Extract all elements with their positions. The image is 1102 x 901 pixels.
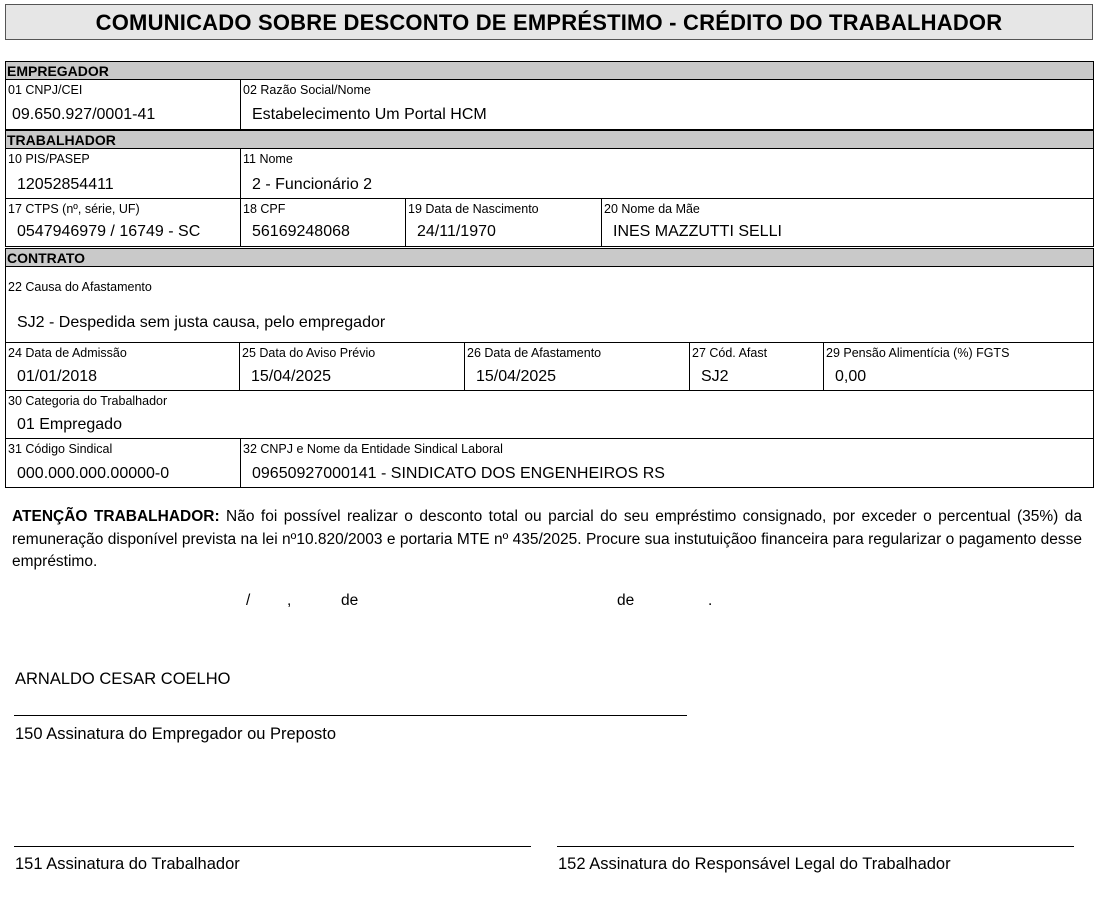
cell-entidade [240, 439, 1093, 487]
pis-label: 10 PIS/PASEP [8, 152, 90, 166]
cpf-label: 18 CPF [243, 202, 286, 216]
row-trabalhador-1 [5, 149, 1094, 199]
attention-heading: ATENÇÃO TRABALHADOR: [12, 508, 220, 525]
guardian-signature-label: 152 Assinatura do Responsável Legal do Trabalhador [558, 855, 951, 873]
cell-afastamento [464, 343, 689, 390]
cod-sindical-value: 000.000.000.00000-0 [17, 465, 170, 482]
row-datas [5, 343, 1094, 391]
date-dot: . [708, 592, 713, 609]
cell-cod-sindical [6, 439, 240, 487]
row-causa [5, 267, 1094, 343]
worker-signature-line [14, 846, 531, 847]
mae-value: INES MAZZUTTI SELLI [613, 223, 782, 240]
entidade-label: 32 CNPJ e Nome da Entidade Sindical Laboral [243, 442, 503, 456]
date-slash: / [246, 592, 251, 609]
afastamento-value: 15/04/2025 [476, 368, 557, 385]
date-de-1: de [341, 592, 359, 609]
worker-signature-label: 151 Assinatura do Trabalhador [15, 855, 240, 873]
attention-notice [12, 506, 1082, 574]
section-trabalhador: TRABALHADOR [5, 130, 1094, 149]
mae-label: 20 Nome da Mãe [604, 202, 700, 216]
causa-label: 22 Causa do Afastamento [8, 280, 152, 294]
razao-label: 02 Razão Social/Nome [243, 83, 371, 97]
section-empregador: EMPREGADOR [5, 61, 1094, 80]
aviso-label: 25 Data do Aviso Prévio [242, 346, 376, 360]
date-comma: , [287, 592, 292, 609]
ctps-value: 0547946979 / 16749 - SC [17, 223, 201, 240]
cell-ctps [6, 199, 240, 246]
row-trabalhador-2 [5, 199, 1094, 247]
pensao-label: 29 Pensão Alimentícia (%) FGTS [826, 346, 1010, 360]
pis-value: 12052854411 [17, 176, 114, 193]
cod-sindical-label: 31 Código Sindical [8, 442, 113, 456]
categoria-label: 30 Categoria do Trabalhador [8, 394, 168, 408]
cell-razao [240, 80, 1093, 129]
row-categoria [5, 391, 1094, 439]
guardian-signature-line [557, 846, 1074, 847]
cell-cod-afast [689, 343, 823, 390]
nome-value: 2 - Funcionário 2 [252, 176, 373, 193]
causa-value: SJ2 - Despedida sem justa causa, pelo empregador [17, 314, 386, 331]
cell-mae [601, 199, 1093, 246]
employer-signature-line [14, 715, 687, 716]
date-de-2: de [617, 592, 635, 609]
cell-cpf [240, 199, 405, 246]
categoria-value: 01 Empregado [17, 416, 122, 433]
section-contrato: CONTRATO [5, 248, 1094, 267]
cell-nome [240, 149, 1093, 198]
aviso-value: 15/04/2025 [251, 368, 332, 385]
cod-afast-value: SJ2 [701, 368, 729, 385]
document-title: COMUNICADO SOBRE DESCONTO DE EMPRÉSTIMO - CRÉDITO DO TRABALHADOR [5, 4, 1093, 40]
cell-pis [6, 149, 240, 198]
entidade-value: 09650927000141 - SINDICATO DOS ENGENHEIROS RS [252, 465, 665, 482]
cell-aviso [239, 343, 464, 390]
cnpj-label: 01 CNPJ/CEI [8, 83, 83, 97]
nascimento-value: 24/11/1970 [417, 223, 496, 240]
cell-categoria [6, 391, 1093, 438]
cell-admissao [6, 343, 239, 390]
admissao-value: 01/01/2018 [17, 368, 98, 385]
employer-signature-label: 150 Assinatura do Empregador ou Preposto [15, 725, 337, 743]
cod-afast-label: 27 Cód. Afast [692, 346, 768, 360]
cnpj-value: 09.650.927/0001-41 [12, 106, 156, 123]
row-empregador [5, 80, 1094, 130]
cpf-value: 56169248068 [252, 223, 350, 240]
pensao-value: 0,00 [835, 368, 867, 385]
cell-pensao [823, 343, 1093, 390]
ctps-label: 17 CTPS (nº, série, UF) [8, 202, 140, 216]
nome-label: 11 Nome [243, 152, 293, 166]
admissao-label: 24 Data de Admissão [8, 346, 127, 360]
attention-text: Não foi possível realizar o desconto total ou parcial do seu empréstimo consignado, por exceder o percentual (35%) da remuneração disponível prevista na lei nº10.820/2003 e portaria MTE nº 435/2025. Procure sua instutuiçãoo financeira para regularizar o pagamento desse empréstimo. [12, 508, 1082, 570]
employer-name: ARNALDO CESAR COELHO [15, 670, 231, 688]
cell-cnpj [6, 80, 240, 129]
afastamento-label: 26 Data de Afastamento [467, 346, 602, 360]
razao-value: Estabelecimento Um Portal HCM [252, 106, 487, 123]
cell-nascimento [405, 199, 601, 246]
nascimento-label: 19 Data de Nascimento [408, 202, 539, 216]
cell-causa [6, 267, 1093, 342]
row-sindical [5, 439, 1094, 488]
